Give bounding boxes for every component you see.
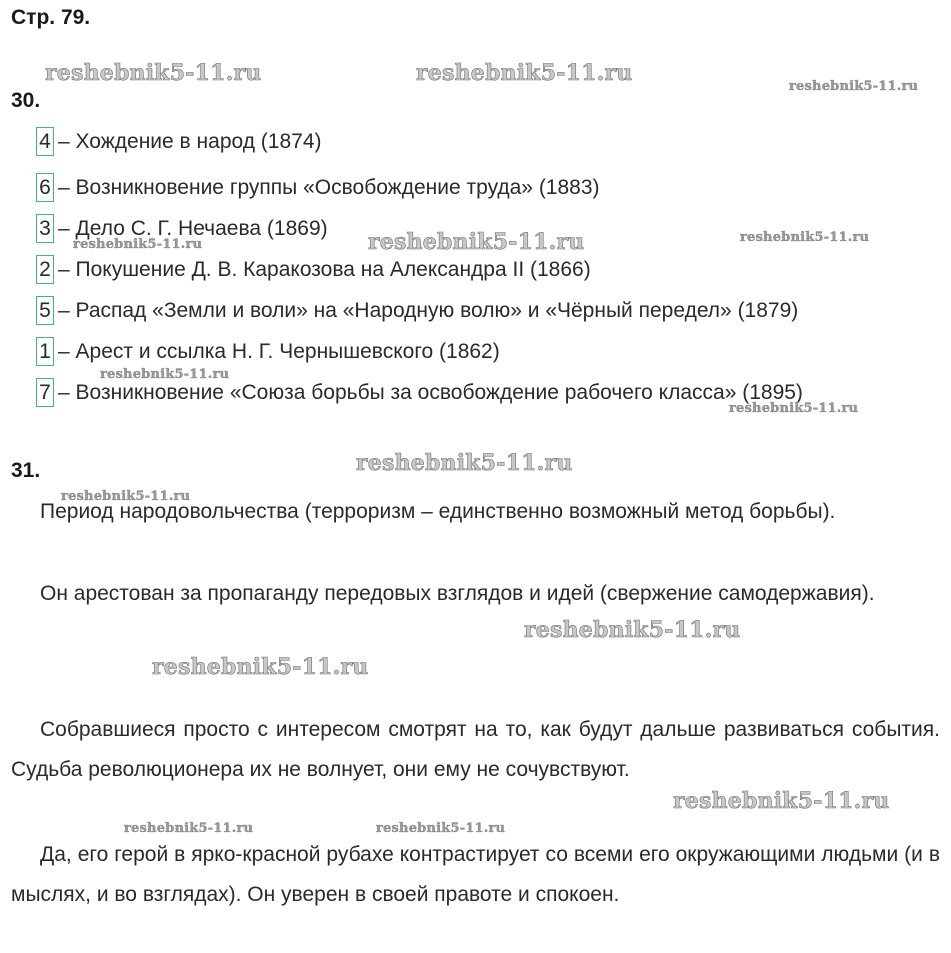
list-item bbox=[36, 167, 803, 208]
watermark: reshebnik5-11.ru bbox=[124, 821, 254, 836]
order-number-box: 6 bbox=[36, 173, 54, 202]
event-text: – Хождение в народ (1874) bbox=[58, 129, 322, 153]
answer-paragraph-4: Да, его герой в ярко-красной рубахе контрастирует со всеми его окружающими людьми (и в мыслях, и во взглядах). Он уверен в своей правоте и спокоен. bbox=[11, 843, 940, 906]
watermark: reshebnik5-11.ru bbox=[376, 821, 506, 836]
page-label: Стр. 79. bbox=[11, 6, 91, 29]
event-text: – Возникновение группы «Освобождение труда» (1883) bbox=[58, 175, 600, 199]
event-text: – Распад «Земли и воли» на «Народную волю» и «Чёрный передел» (1879) bbox=[58, 298, 799, 322]
watermark: reshebnik5-11.ru bbox=[673, 788, 890, 814]
event-text: – Дело С. Г. Нечаева (1869) bbox=[58, 216, 328, 240]
watermark: reshebnik5-11.ru bbox=[356, 450, 573, 476]
task-30-number: 30. bbox=[11, 89, 41, 112]
list-item bbox=[36, 372, 803, 413]
watermark: reshebnik5-11.ru bbox=[524, 617, 741, 643]
list-item bbox=[36, 290, 803, 331]
answer-paragraph-2: Он арестован за пропаганду передовых взглядов и идей (свержение самодержавия). bbox=[40, 582, 875, 605]
watermark: reshebnik5-11.ru bbox=[416, 60, 633, 86]
watermark: reshebnik5-11.ru bbox=[61, 489, 191, 504]
event-text: – Покушение Д. В. Каракозова на Александра II (1866) bbox=[58, 257, 591, 281]
watermark: reshebnik5-11.ru bbox=[152, 654, 369, 680]
watermark: reshebnik5-11.ru bbox=[368, 229, 585, 255]
list-item bbox=[36, 331, 803, 372]
order-number-box: 5 bbox=[36, 296, 54, 325]
order-number-box: 7 bbox=[36, 378, 54, 407]
watermark: reshebnik5-11.ru bbox=[729, 401, 859, 416]
task-31-number: 31. bbox=[11, 459, 41, 482]
answer-paragraph-3: Собравшиеся просто с интересом смотрят на то, как будут дальше развиваться события. Судьба революционера их не волнует, они ему не сочувствуют. bbox=[11, 718, 940, 781]
watermark: reshebnik5-11.ru bbox=[73, 237, 203, 252]
order-number-box: 1 bbox=[36, 337, 54, 366]
list-item bbox=[36, 208, 803, 249]
answer-paragraph-1: Период народовольчества (терроризм – единственно возможный метод борьбы). bbox=[40, 500, 836, 523]
order-number-box: 4 bbox=[36, 127, 54, 156]
task-30-event-list bbox=[36, 126, 803, 413]
watermark: reshebnik5-11.ru bbox=[100, 367, 230, 382]
watermark: reshebnik5-11.ru bbox=[740, 230, 870, 245]
list-item bbox=[36, 249, 803, 290]
event-text: – Возникновение «Союза борьбы за освобождение рабочего класса» (1895) bbox=[58, 380, 803, 404]
watermark: reshebnik5-11.ru bbox=[45, 60, 262, 86]
watermark: reshebnik5-11.ru bbox=[789, 79, 919, 94]
order-number-box: 2 bbox=[36, 255, 54, 284]
order-number-box: 3 bbox=[36, 214, 54, 243]
event-text: – Арест и ссылка Н. Г. Чернышевского (1862) bbox=[58, 339, 500, 363]
list-item bbox=[36, 126, 803, 157]
